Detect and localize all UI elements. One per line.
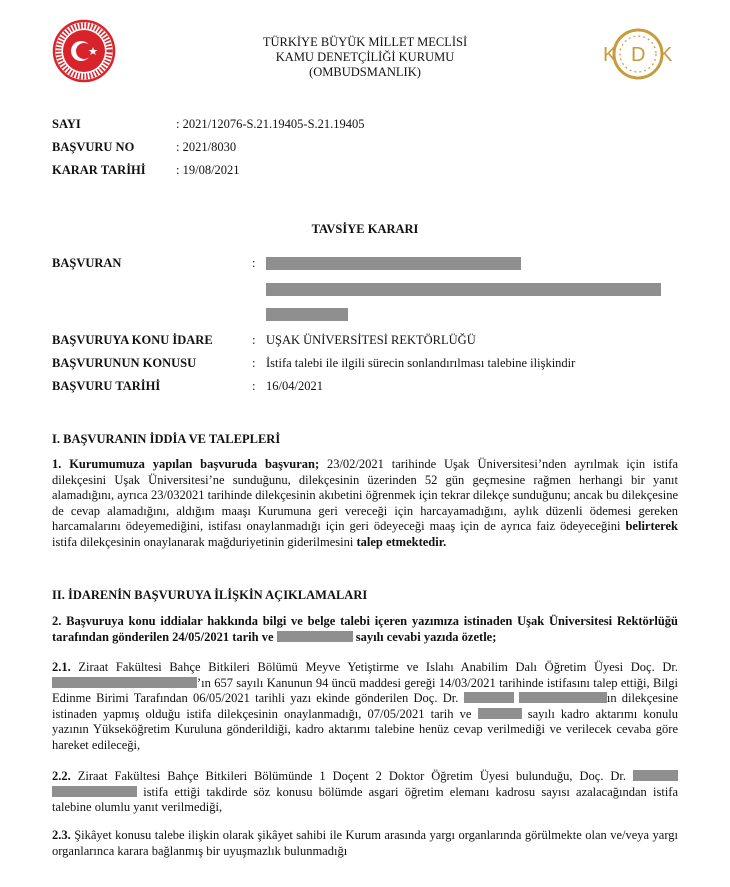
- paragraph-2-2-text-a: Ziraat Fakültesi Bahçe Bitkileri Bölümünde 1 Doçent 2 Doktor Öğretim Üyesi bulunduğu, Doç. Dr.: [70, 769, 627, 783]
- redacted-block: [266, 283, 661, 296]
- redacted-inline: [519, 692, 607, 703]
- paragraph-1-text-2: istifa dilekçesinin onaylanarak mağduriyetinin giderilmesini: [52, 534, 357, 549]
- meta-label-basvuru-no: BAŞVURU NO: [52, 140, 135, 154]
- paragraph-2-2-number: 2.2.: [52, 769, 71, 783]
- paragraph-2-1-number: 2.1.: [52, 660, 71, 674]
- paragraph-2-3-number: 2.3.: [52, 828, 71, 842]
- info-value-konu: İstifa talebi ile ilgili sürecin sonlandırılması talebine ilişkindir: [266, 356, 576, 370]
- decision-title: TAVSİYE KARARI: [311, 222, 419, 236]
- meta-label-sayi: SAYI: [52, 117, 81, 131]
- svg-text:K: K: [659, 44, 673, 66]
- meta-label-karar-tarihi: KARAR TARİHİ: [52, 163, 146, 177]
- redacted-block: [266, 308, 348, 321]
- info-label-tarih: BAŞVURU TARİHİ: [52, 379, 161, 393]
- redacted-block: [266, 257, 521, 270]
- paragraph-2-1-text-d: sayılı kadro aktarımı konulu yazının Yükseköğretim Kuruluna gönderildiği, kadro aktarımı talebine henüz cevap verilmediği ve verilecek cevaba göre hareket edileceği,: [52, 706, 679, 752]
- section-2-heading: II. İDARENİN BAŞVURUYA İLİŞKİN AÇIKLAMALARI: [52, 588, 368, 602]
- info-value-idare: UŞAK ÜNİVERSİTESİ REKTÖRLÜĞÜ: [266, 333, 476, 347]
- info-colon: :: [252, 333, 256, 347]
- redacted-inline: [478, 708, 522, 719]
- redacted-inline: [633, 770, 678, 781]
- redacted-inline: [277, 631, 353, 642]
- info-value-tarih: 16/04/2021: [266, 379, 323, 393]
- meta-value-karar-tarihi: : 19/08/2021: [176, 163, 240, 177]
- paragraph-2-2: [52, 769, 678, 816]
- meta-value-sayi: : 2021/12076-S.21.19405-S.21.19405: [176, 117, 365, 131]
- paragraph-1-end: talep etmektedir.: [356, 534, 447, 549]
- org-line-1: TÜRKİYE BÜYÜK MİLLET MECLİSİ: [262, 35, 468, 49]
- info-colon: :: [252, 356, 256, 370]
- redacted-inline: [464, 692, 514, 703]
- org-line-2: KAMU DENETÇİLİĞİ KURUMU: [275, 50, 455, 64]
- paragraph-2-3-text-a: Şikâyet konusu talebe ilişkin olarak şikâyet sahibi ile Kurum arasında yargı organlarında görülmekte olan ve/veya yargı organlarınca karara bağlanmış bir uyuşmazlık bulunmadığı: [52, 828, 678, 858]
- paragraph-1: [52, 457, 678, 550]
- paragraph-2-text-b: sayılı cevabi yazıda özetle;: [355, 629, 497, 644]
- svg-text:D: D: [631, 44, 646, 66]
- paragraph-2-text-a: 2. Başvuruya konu iddialar hakkında bilgi ve belge talebi içeren yazımıza istinaden Uşak Üniversitesi Rektörlüğü tarafından gönderilen 24/05/2021 tarih ve: [52, 614, 678, 644]
- redacted-inline: [52, 786, 137, 797]
- svg-text:K: K: [603, 44, 617, 66]
- section-1-heading: I. BAŞVURANIN İDDİA VE TALEPLERİ: [52, 432, 281, 446]
- kdk-logo: [598, 26, 678, 82]
- org-line-3: (OMBUDSMANLIK): [309, 65, 421, 79]
- paragraph-2-1: [52, 660, 678, 753]
- paragraph-1-lead: 1. Kurumumuza yapılan başvuruda başvuran;: [52, 457, 320, 471]
- paragraph-2-3: [52, 828, 678, 859]
- applicant-label: BAŞVURAN: [52, 256, 122, 270]
- paragraph-2: [52, 614, 678, 645]
- paragraph-1-text: 23/02/2021 tarihinde Uşak Üniversitesi’nden ayrılmak için istifa dilekçesini Uşak Üniversitesi’ne sunduğunu, dilekçesinin üzerinden 52 gün geçmesine rağmen herhangi bir yanıt alamadığını, ayrıca 23/032021 tarihinde dilekçesinin akıbetini öğrenmek için tekrar dilekçe sunduğunu; ancak bu dilekçesine de cevap alamadığını, aldığım maaşı Kurumuna geri vereceği için harcayamadığını, aylık düzenli ödemesi gereken harcamalarını ödeyemediğini, istifası onaylanmadığı için geri ödeyeceği maaş için de ayrıca faiz ödeyeceğini: [52, 457, 678, 533]
- paragraph-2-1-text-a: Ziraat Fakültesi Bahçe Bitkileri Bölümü Meyve Yetiştirme ve Islahı Anabilim Dalı Öğretim Üyesi Doç. Dr.: [70, 660, 678, 674]
- meta-value-basvuru-no: : 2021/8030: [176, 140, 237, 154]
- paragraph-1-bold: belirterek: [625, 519, 678, 533]
- applicant-colon: :: [252, 256, 256, 270]
- paragraph-2-2-text-b: istifa ettiği takdirde söz konusu bölümde asgari öğretim elemanı kadrosu sayısı azalacağından istifa talebine olumlu yanıt verilmediği,: [52, 784, 679, 814]
- paragraph-2-1-text-c: ın dilekçesine istinaden yapmış olduğu istifa dilekçesinin onaylanmadığı, 07/05/2021 tarih ve: [52, 691, 679, 721]
- info-colon: :: [252, 379, 256, 393]
- paragraph-2-1-text-b: ’ın 657 sayılı Kanunun 94 üncü maddesi gereği 14/03/2021 tarihinde istifasını talep ettiği, Bilgi Edinme Birimi Tarafından 06/05/2021 tarihli yazı ekinde gönderilen Doç. Dr.: [52, 675, 678, 705]
- info-label-idare: BAŞVURUYA KONU İDARE: [52, 333, 213, 347]
- redacted-inline: [52, 677, 197, 688]
- info-label-konu: BAŞVURUNUN KONUSU: [52, 356, 197, 370]
